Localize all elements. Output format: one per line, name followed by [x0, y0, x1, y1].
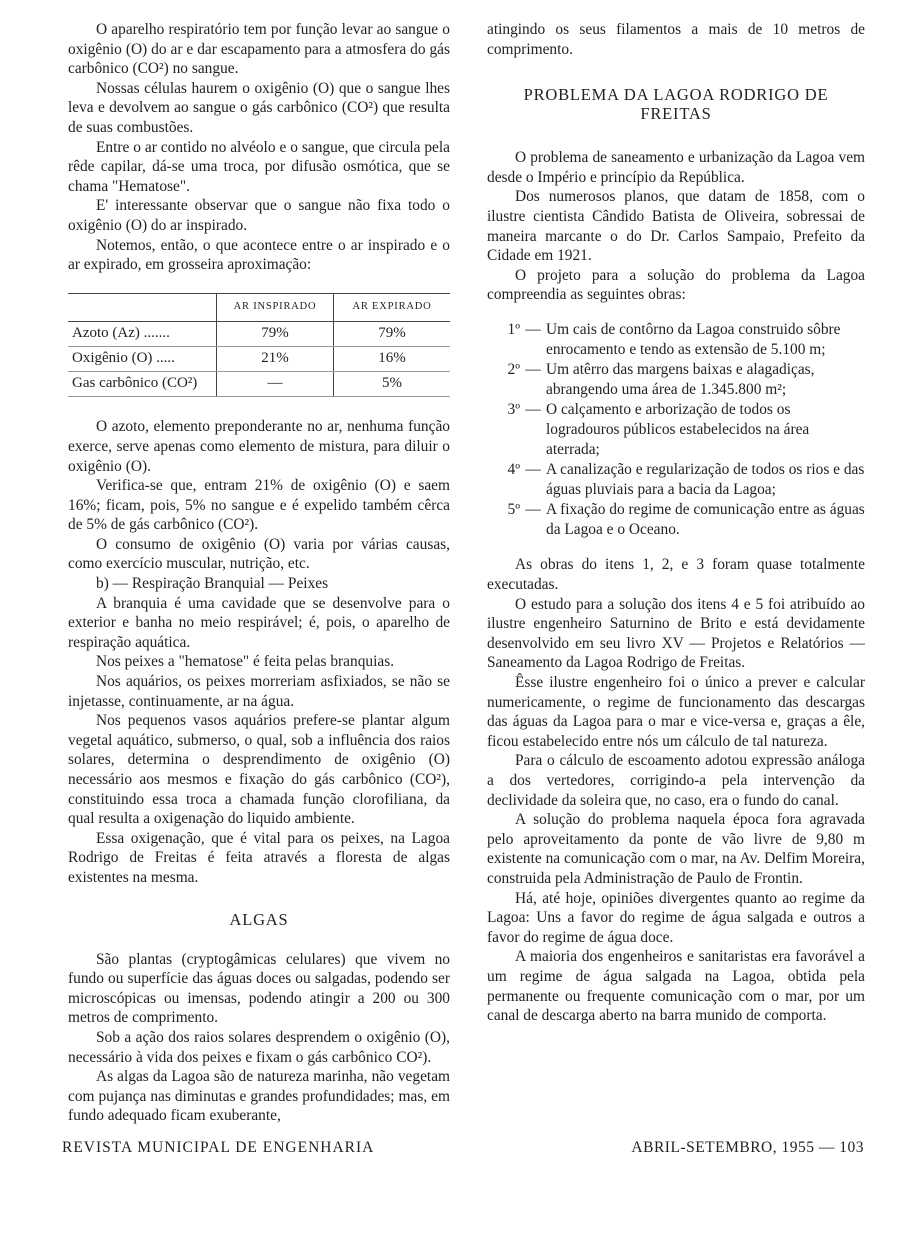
paragraph: Entre o ar contido no alvéolo e o sangue, que circula pela rêde capilar, dá-se uma troca, por difusão osmótica, que se chama "Hematose". — [68, 138, 450, 195]
section-heading-problema: PROBLEMA DA LAGOA RODRIGO DE FREITAS — [523, 85, 829, 124]
paragraph: O estudo para a solução dos itens 4 e 5 foi atribuído ao ilustre engenheiro Saturnino de Brito e está devidamente desenvolvido em seu livro XV — Projetos e Relatórios — Saneamento da Lagoa Rodrigo de Freitas. — [487, 595, 865, 672]
paragraph: Há, até hoje, opiniões divergentes quanto ao regime da Lagoa: Uns a favor do regime de água salgada e outros a favor do regime de água doce. — [487, 889, 865, 946]
paragraph: Dos numerosos planos, que datam de 1858, com o ilustre cientista Cândido Batista de Oliveira, sobressai de maneira marcante o do Dr. Carlos Sampaio, Prefeito da Cidade em 1921. — [487, 188, 865, 265]
item-text: Um atêrro das margens baixas e alagadiças, abrangendo uma área de 1.345.800 m²; — [546, 361, 815, 398]
paragraph: O azoto, elemento preponderante no ar, nenhuma função exerce, serve apenas como elemento de mistura, para diluir o oxigênio (O). — [68, 418, 450, 475]
item-dash: — — [525, 501, 541, 519]
right-column — [487, 20, 865, 1026]
table-header-row — [68, 293, 450, 322]
table-header-expired: AR EXPIRADO — [334, 293, 451, 322]
item-text: A canalização e regularização de todos os rios e das águas pluviais para a bacia da Lagoa; — [546, 461, 865, 498]
paragraph: O aparelho respiratório tem por função levar ao sangue o oxigênio (O) do ar e dar escapamento para a atmosfera do gás carbônico (CO²) no sangue. — [68, 21, 450, 78]
paragraph-continuation: atingindo os seus filamentos a mais de 10 metros de comprimento. — [487, 21, 865, 58]
table-cell-gas: Gas carbônico (CO²) — [68, 372, 217, 397]
paragraph: O problema de saneamento e urbanização da Lagoa vem desde o Império e princípio da República. — [487, 149, 865, 186]
subsection-title: b) — Respiração Branquial — Peixes — [96, 575, 329, 593]
paragraph: Verifica-se que, entram 21% de oxigênio (O) e saem 16%; ficam, pois, 5% no sangue e é expelido também cêrca de 5% de gás carbônico (CO²). — [68, 477, 450, 534]
item-dash: — — [525, 401, 541, 419]
paragraph: Nos pequenos vasos aquários prefere-se plantar algum vegetal aquático, submerso, o qual, sob a influência dos raios solares, determina o desprendimento de oxigênio (O) necessário aos mesmos e fixação do gás carbônico (CO²), constituindo essa troca a chamada função clorofiliana, da qual resulta a oxigenação do liquido ambiente. — [68, 712, 450, 828]
table-cell-expired: 79% — [334, 322, 451, 347]
item-number: 1º — [507, 320, 520, 338]
item-text: A fixação do regime de comunicação entre as águas da Lagoa e o Oceano. — [546, 501, 865, 538]
item-number: 2º — [507, 361, 520, 379]
paragraph: O projeto para a solução do problema da Lagoa compreendia as seguintes obras: — [487, 266, 865, 304]
table-cell-expired: 5% — [334, 372, 451, 397]
table-cell-gas: Oxigênio (O) ..... — [68, 347, 217, 372]
works-list — [487, 320, 865, 540]
paragraph: Essa oxigenação, que é vital para os peixes, na Lagoa Rodrigo de Freitas é feita através a floresta de algas existentes na mesma. — [68, 829, 450, 886]
paragraph: E' interessante observar que o sangue não fixa todo o oxigênio (O) do ar inspirado. — [68, 197, 450, 234]
paragraph: As obras do itens 1, 2, e 3 foram quase totalmente executadas. — [487, 556, 865, 594]
paragraph: Para o cálculo de escoamento adotou expressão análoga a dos vertedores, corrigindo-a pela intervenção da declividade da soleira que, no caso, era o fundo do canal. — [487, 752, 865, 809]
paragraph: A maioria dos engenheiros e sanitaristas era favorável a um regime de água salgada na Lagoa, obtida pela permanente ou frequente comunicação com o mar, por um canal de descarga aberto na barra munido de comporta. — [487, 948, 865, 1025]
table-header-inspired: AR INSPIRADO — [217, 293, 334, 322]
paragraph: A branquia é uma cavidade que se desenvolve para o exterior e banha no meio respirável; é, pois, o aparelho de respiração aquática. — [68, 594, 450, 651]
item-number: 5º — [507, 501, 520, 519]
item-dash: — — [525, 320, 541, 338]
paragraph: Nos peixes a "hematose" é feita pelas branquias. — [96, 653, 395, 671]
issue-page-footer: ABRIL-SETEMBRO, 1955 — 103 — [631, 1139, 864, 1156]
item-dash: — — [525, 361, 541, 379]
paragraph: São plantas (cryptogâmicas celulares) que vivem no fundo ou superfície das águas doces ou salgadas, podendo ser microscópicas ou imensas, podendo atingir a 200 ou 300 metros de comprimento. — [68, 950, 450, 1027]
journal-title-footer: REVISTA MUNICIPAL DE ENGENHARIA — [62, 1139, 375, 1156]
list-item — [487, 500, 865, 539]
item-number: 3º — [507, 401, 520, 419]
table-cell-inspired: — — [217, 372, 334, 397]
table-row — [68, 322, 450, 347]
item-number: 4º — [507, 461, 520, 479]
table-cell-expired: 16% — [334, 347, 451, 372]
paragraph: Sob a ação dos raios solares desprendem o oxigênio (O), necessário à vida dos peixes e fixam o gás carbônico CO²). — [68, 1028, 450, 1066]
list-item — [487, 320, 865, 359]
table-cell-gas: Azoto (Az) ....... — [68, 322, 217, 347]
item-text: O calçamento e arborização de todos os logradouros públicos estabelecidos na área aterrada; — [546, 401, 810, 458]
table-row — [68, 372, 450, 397]
table-row — [68, 347, 450, 372]
paragraph: Nossas células haurem o oxigênio (O) que o sangue lhes leva e devolvem ao sangue o gás carbônico (CO²) que resulta de suas combustões. — [68, 79, 450, 136]
item-dash: — — [525, 461, 541, 479]
paragraph: Notemos, então, o que acontece entre o ar inspirado e o ar expirado, em grosseira aproximação: — [68, 236, 450, 274]
left-column — [68, 20, 450, 1126]
paragraph: A solução do problema naquela época fora agravada pelo aproveitamento da ponte de vão livre de 9,80 m existente na comunicação com o mar, na Av. Delfim Moreira, construida pela Administração de Paulo de Frontin. — [487, 811, 865, 887]
paragraph: As algas da Lagoa são de natureza marinha, não vegetam com pujança nas diminutas e grandes profundidades; mas, em fundo adequado ficam exuberante, — [68, 1068, 450, 1125]
paragraph: O consumo de oxigênio (O) varia por várias causas, como exercício muscular, nutrição, etc. — [68, 535, 450, 573]
section-heading-algas: ALGAS — [229, 909, 289, 929]
list-item — [487, 460, 865, 499]
list-item — [487, 400, 865, 459]
list-item — [487, 360, 865, 399]
table-header-blank — [68, 293, 217, 322]
item-text: Um cais de contôrno da Lagoa construido sôbre enrocamento e tendo as extensão de 5.100 m; — [546, 320, 841, 358]
paragraph: Êsse ilustre engenheiro foi o único a prever e calcular numericamente, o regime de funcionamento das descargas das águas da Lagoa para o mar e vice-versa e, graças a êle, ficou estabelecido entre nós um cálculo de tal natureza. — [487, 674, 865, 750]
air-composition-table — [68, 293, 450, 398]
table-cell-inspired: 79% — [217, 322, 334, 347]
table-cell-inspired: 21% — [217, 347, 334, 372]
paragraph: Nos aquários, os peixes morreriam asfixiados, se não se injetasse, continuamente, ar na água. — [68, 673, 450, 710]
